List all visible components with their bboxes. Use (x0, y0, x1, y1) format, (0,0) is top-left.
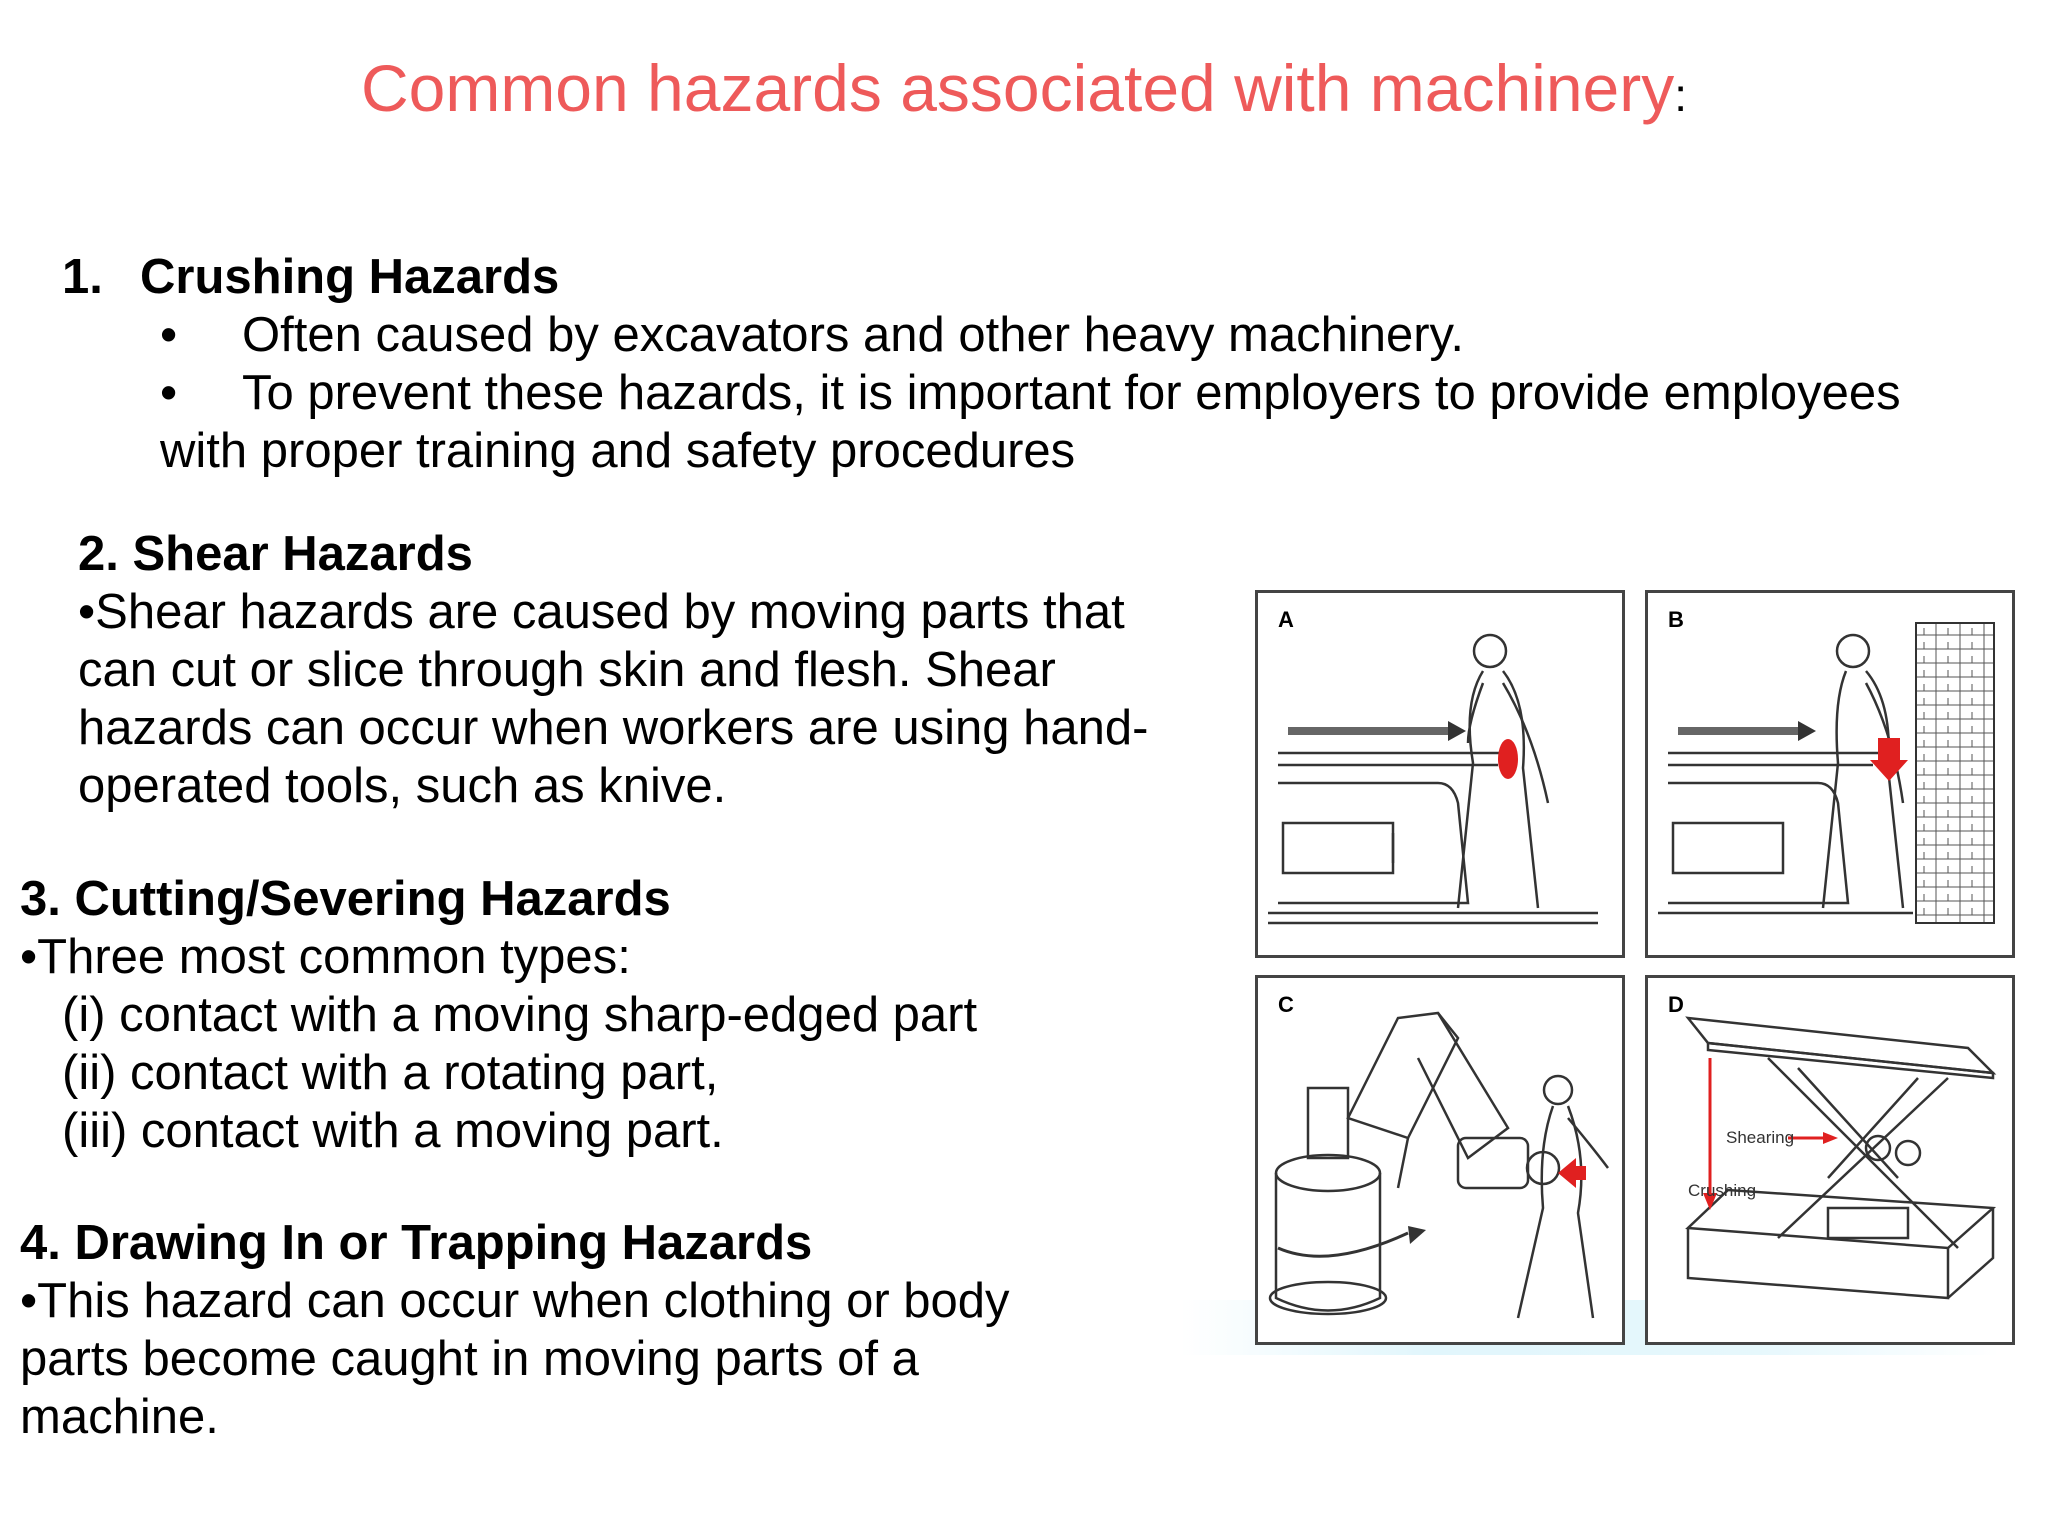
hazard-illustration-figure (1255, 590, 2015, 1345)
bullet: • (160, 308, 178, 362)
crushing-bullet-1: • Often caused by excavators and other heavy machinery. (160, 308, 1465, 362)
cutting-intro: •Three most common types: (20, 930, 631, 984)
shear-text-line: hazards can occur when workers are using hand- (78, 701, 1149, 755)
crushing-label: Crushing (1688, 1181, 1757, 1200)
shearing-label: Shearing (1726, 1128, 1795, 1147)
section-number: 1. (62, 250, 103, 304)
panel-label: C (1278, 992, 1294, 1017)
bullet: • (160, 366, 178, 420)
panel-a (1255, 590, 1625, 958)
section-heading-shear: 2. Shear Hazards (78, 527, 473, 581)
panel-d-drawing (1648, 978, 2012, 1342)
panel-a-drawing (1258, 593, 1622, 955)
section-heading-cutting: 3. Cutting/Severing Hazards (20, 872, 671, 926)
panel-c (1255, 975, 1625, 1345)
cutting-item: (ii) contact with a rotating part, (62, 1046, 719, 1100)
drawing-in-text-line: parts become caught in moving parts of a (20, 1332, 919, 1386)
drawing-in-text-line: machine. (20, 1390, 219, 1444)
section-heading-drawing-in: 4. Drawing In or Trapping Hazards (20, 1216, 813, 1270)
crushing-bullet-2: • To prevent these hazards, it is important for employers to provide employees (160, 366, 1901, 420)
panel-d (1645, 975, 2015, 1345)
cutting-item: (iii) contact with a moving part. (62, 1104, 724, 1158)
shear-text-line: operated tools, such as knive. (78, 759, 727, 813)
section-heading-crushing: 1. Crushing Hazards (62, 250, 560, 304)
drawing-in-text-line: •This hazard can occur when clothing or body (20, 1274, 1010, 1328)
panel-b (1645, 590, 2015, 958)
shear-text-line: •Shear hazards are caused by moving parts that (78, 585, 1125, 639)
crushing-bullet-2-cont: with proper training and safety procedures (160, 424, 1076, 478)
panel-label: A (1278, 607, 1294, 632)
page-title: Common hazards associated with machinery: (360, 51, 1687, 125)
panel-label: D (1668, 992, 1684, 1017)
panel-c-drawing (1258, 978, 1622, 1342)
cutting-item: (i) contact with a moving sharp-edged part (62, 988, 978, 1042)
panel-label: B (1668, 607, 1684, 632)
title-colon: : (1674, 69, 1687, 121)
shear-text-line: can cut or slice through skin and flesh. Shear (78, 643, 1056, 697)
panel-b-drawing (1648, 593, 2012, 955)
